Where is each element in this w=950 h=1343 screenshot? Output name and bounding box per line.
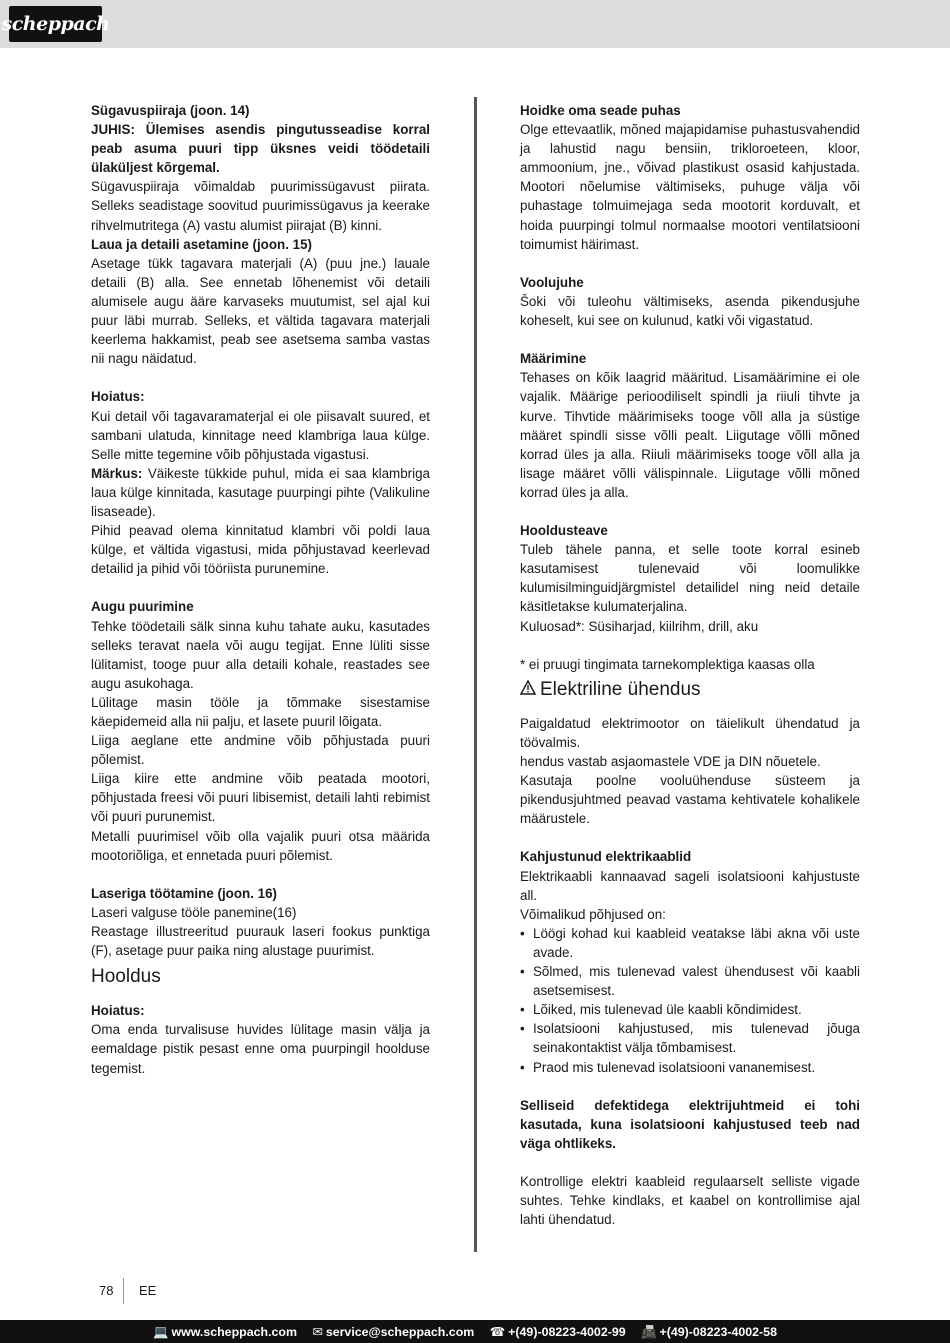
lubrication-heading: Määrimine — [520, 351, 587, 367]
depth-stop-heading: Sügavuspiiraja (joon. 14) — [91, 103, 250, 118]
footer-phone — [490, 1324, 626, 1339]
keep-clean-text: Olge ettevaatlik, mõned majapidamise puhastusvahendid ja lahustid nagu bensiin, trikloroeteen, kloor, ammoonium, jne., võivad plastikust osasid kahjustada. Mootori nõelumise vältimiseks, puhuge välja või puhastage tolmuimejaga seda mootorit korduvalt, et hoida puurpingi tolmul normaalse mootori ventilatsiooni toimumist häirimast. — [520, 122, 860, 252]
table-workpiece-text: Asetage tükk tagavara materjali (A) (puu jne.) lauale detaili (B) alla. See ennetab lõhenemist või detaili alumisele augu ääre karvaseks muutumist, sel ajal kui puur läbi murrab. Selleks, et vältida tagavara materjali keerlema hakkamist, peab see asetsema samba vastas nii nagu näidatud. — [91, 255, 430, 367]
footer-web — [153, 1325, 297, 1340]
footer-email-text: service@scheppach.com — [325, 1325, 475, 1339]
drilling-text-3: Liiga aeglane ette andmine võib põhjustada puuri põlemist. — [91, 733, 430, 768]
damaged-cables-text: Elektrikaabli kannaavad sageli isolatsiooni kahjustuste all. — [520, 868, 860, 903]
power-cord-text: Šoki või tuleohu vältimiseks, asenda pikendusjuhe koheselt, kui see on kulunud, katki või vigastatud. — [520, 293, 860, 329]
laser-heading: Laseriga töötamine (joon. 16) — [91, 885, 278, 901]
electrical-text-1: Paigaldatud elektrimootor on täielikult ühendatud ja töövalmis. — [520, 715, 860, 750]
electrical-heading-text: Elektriline ühendus — [540, 678, 701, 700]
left-column — [91, 101, 430, 1078]
list-item: • Sõlmed, mis tulenevad valest ühendusest või kaabli asetsemisest. — [520, 962, 860, 1000]
drilling-heading: Augu puurimine — [91, 599, 194, 615]
page-number: 78 — [99, 1283, 114, 1298]
electrical-text-2: hendus vastab asjaomastele VDE ja DIN nõuetele. — [520, 754, 821, 769]
check-cables-text: Kontrollige elektri kaableid regulaarselt selliste vigade suhtes. Tehke kindlaks, et kaabel on kontrollimise ajal lahti ühendatud. — [520, 1174, 860, 1228]
lubrication-text: Tehases on kõik laagrid määritud. Lisamäärimine ei ole vajalik. Määrige perioodiliselt spindli ja riiuli tihvte ja kurve. Tihvtide määrimiseks tooge võll alla ja süstige määret spindli sisse võlli pealt. Liigutage võlli mõned korrad üles ja alla. Riiuli määrimiseks tooge võll alla ja lisage määret võlli välispinnale. Liigutage võlli mõned korrad üles ja alla. — [520, 370, 860, 500]
damaged-cables-heading: Kahjustunud elektrikaablid — [520, 849, 692, 865]
footer-email — [312, 1324, 474, 1339]
computer-icon: 💻 — [153, 1325, 169, 1339]
footnote-text: * ei pruugi tingimata tarnekomplektiga kaasas olla — [520, 656, 815, 672]
header-bar — [0, 0, 950, 48]
list-item: • Isolatsiooni kahjustused, mis tulenevad jõuga seinakontaktist välja tõmbamisest. — [520, 1019, 860, 1057]
laser-text-2: Reastage illustreeritud puurauk laseri fookus punktiga (F), asetage puur paika ning alustage puurimist. — [91, 924, 430, 959]
warning-triangle-icon — [520, 678, 536, 702]
wear-parts-text: Kuluosad*: Süsiharjad, kiilrihm, drill, aku — [520, 618, 759, 634]
warning-heading: Hoiatus: — [91, 389, 145, 405]
laser-text-1: Laseri valguse tööle panemine(16) — [91, 904, 297, 920]
language-code: EE — [139, 1283, 157, 1298]
service-info-heading: Hooldusteave — [520, 523, 608, 539]
footer-phone-text: +(49)-08223-4002-99 — [508, 1325, 626, 1339]
causes-list — [520, 924, 860, 1077]
column-divider — [474, 97, 477, 1252]
page-number-separator — [123, 1278, 124, 1304]
danger-warning-text: Selliseid defektidega elektrijuhtmeid ei tohi kasutada, kuna isolatsiooni kahjustused teeb nad väga ohtlikeks. — [520, 1097, 860, 1151]
drilling-text-4: Liiga kiire ette andmine võib peatada mootori, põhjustada freesi või puuri libisemist, detaili lahti rebimist või puuri purunemist. — [91, 771, 430, 825]
list-item: • Lõiked, mis tulenevad üle kaabli kõndimidest. — [520, 1000, 860, 1019]
note-paragraph — [91, 464, 430, 521]
power-cord-heading: Voolujuhe — [520, 274, 584, 290]
maintenance-warning-text: Oma enda turvalisuse huvides lülitage masin välja ja eemaldage pistik pesast enne oma puurpingil hoolduse tegemist. — [91, 1022, 430, 1076]
drilling-text-5: Metalli puurimisel võib olla vajalik puuri otsa määrida mootoriõliga, et ennetada puuri põlemist. — [91, 828, 430, 863]
drilling-text-2: Lülitage masin tööle ja tõmmake sisestamise käepidemeid alla nii palju, et lasete puuril lõigata. — [91, 694, 430, 729]
list-item: • Löögi kohad kui kaableid veatakse läbi akna või uste avade. — [520, 924, 860, 962]
fax-icon: 📠 — [641, 1325, 657, 1339]
depth-stop-note: JUHIS: Ülemises asendis pingutusseadise korral peab asuma puuri tipp üksnes veidi töödetaili ülaküljest kõrgemal. — [91, 122, 430, 176]
electrical-text-3: Kasutaja poolne vooluühenduse süsteem ja pikendusjuhtmed peavad vastama kehtivatele kohalikele määrustele. — [520, 773, 860, 827]
brand-logo: scheppach — [9, 6, 102, 42]
footer-fax-text: +(49)-08223-4002-58 — [659, 1325, 777, 1339]
keep-clean-heading: Hoidke oma seade puhas — [520, 103, 681, 118]
pliers-text: Pihid peavad olema kinnitatud klambri või poldi laua külge, et vältida vigastusi, mida põhjustavad keerlevad detailid ja pihid või tööriista purunemine. — [91, 523, 430, 577]
causes-intro: Võimalikud põhjused on: — [520, 906, 666, 922]
note-text: Väikeste tükkide puhul, mida ei saa klambriga laua külge kinnitada, kasutage puurpingi pihte (Valikuline lisaseade). — [91, 465, 430, 519]
maintenance-heading: Hooldus — [91, 966, 161, 988]
table-workpiece-heading: Laua ja detaili asetamine (joon. 15) — [91, 236, 313, 252]
warning-text: Kui detail või tagavaramaterjal ei ole piisavalt suured, et sambani ulatuda, kinnitage need klambriga laua külge. Selle mitte tegemine võib põhjustada vigastusi. — [91, 408, 430, 462]
drilling-text-1: Tehke töödetaili sälk sinna kuhu tahate auku, kasutades selleks teravat naela või augu tegijat. Enne lüliti sisse lülitamist, tooge puur alla detaili kohale, reastades see augu asukohaga. — [91, 618, 430, 691]
list-item: • Praod mis tulenevad isolatsiooni vananemisest. — [520, 1058, 860, 1077]
service-info-text: Tuleb tähele panna, et selle toote korral esineb kasutamisest tulenevaid või loomulikke kulumisilminguidjärgmistel detailidel ning neid detaile käsitletakse kulumaterjalina. — [520, 542, 860, 615]
footer-fax — [641, 1325, 777, 1340]
note-label: Märkus: — [91, 465, 143, 481]
envelope-icon: ✉ — [312, 1325, 323, 1339]
footer-web-text: www.scheppach.com — [171, 1325, 297, 1339]
maintenance-warning-heading: Hoiatus: — [91, 1003, 145, 1019]
electrical-connection-heading — [520, 678, 860, 702]
right-column — [520, 101, 860, 1229]
depth-stop-text: Sügavuspiiraja võimaldab puurimissügavust piirata. Selleks seadistage soovitud puurimissügavus ja keerake rihvelmutritega (A) vastu alumist piirajat (B) kinni. — [91, 179, 430, 233]
telephone-icon: ☎ — [489, 1325, 506, 1339]
footer-bar — [0, 1320, 950, 1343]
